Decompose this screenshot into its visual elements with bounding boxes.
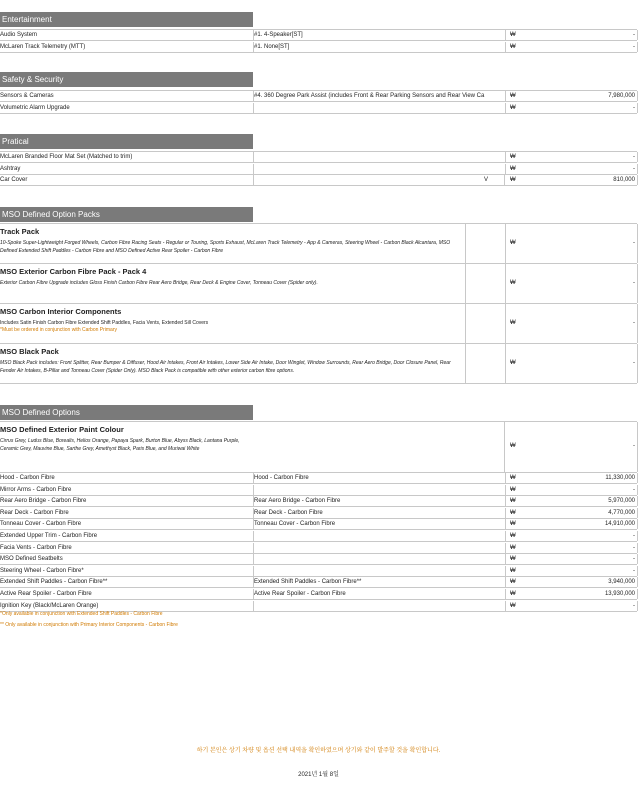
currency-symbol: ₩ — [510, 239, 516, 246]
price: - — [633, 239, 635, 246]
option-spec: V — [254, 175, 505, 185]
table-row — [0, 175, 637, 186]
option-name: Hood - Carbon Fibre — [0, 473, 254, 483]
table-row — [0, 577, 637, 588]
currency-symbol: ₩ — [510, 544, 516, 551]
option-pack — [0, 224, 637, 264]
currency-symbol: ₩ — [510, 93, 516, 99]
table-row — [0, 42, 637, 53]
option-name: Extended Upper Trim - Carbon Fibre — [0, 531, 254, 541]
option-name: Facia Vents - Carbon Fibre — [0, 543, 254, 553]
currency-symbol: ₩ — [510, 443, 516, 449]
pack-description: 10-Spoke Super-Lightweight Forged Wheels, Carbon Fibre Racing Seats - Regular or Touring, Sports Exhaust, McLaren Track Telemetry - App & Cameras, Steering Wheel - Carbon Black Alcantara, MSO Defined Extended Shift Paddles - Carbon Fibre and MSO Defined Active Rear Spoiler - Carbon Fibre — [0, 240, 451, 254]
table-row — [0, 496, 637, 507]
currency-symbol: ₩ — [510, 521, 516, 528]
currency-symbol: ₩ — [510, 32, 516, 38]
currency-symbol: ₩ — [510, 319, 516, 326]
section-header-safety: Safety & Security — [0, 72, 253, 87]
pack-title: MSO Exterior Carbon Fibre Pack - Pack 4 — [0, 267, 147, 276]
option-spec: Extended Shift Paddles - Carbon Fibre** — [254, 577, 506, 587]
table-row — [0, 91, 637, 102]
option-spec: Rear Deck - Carbon Fibre — [254, 508, 506, 518]
table-row — [0, 30, 637, 41]
paint-title: MSO Defined Exterior Paint Colour — [0, 425, 124, 434]
paint-colour-row — [0, 422, 637, 473]
price: 13,930,000 — [604, 591, 635, 597]
price: - — [633, 533, 635, 539]
pack-description: Includes Satin Finish Carbon Fibre Extended Shift Paddles, Facia Vents, Extended Sill Covers — [0, 320, 209, 326]
option-spec — [254, 152, 506, 162]
section-header-entertainment: Entertainment — [0, 12, 253, 27]
signature-date: 2021년 1월 8일 — [298, 772, 339, 778]
currency-symbol: ₩ — [510, 591, 516, 597]
option-name: Sensors & Cameras — [0, 91, 254, 101]
currency-symbol: ₩ — [510, 43, 516, 50]
pack-note: *Must be ordered in conjunction with Carbon Primary — [0, 327, 117, 333]
currency-symbol: ₩ — [510, 579, 516, 586]
currency-symbol: ₩ — [510, 509, 516, 516]
pack-title: Track Pack — [0, 227, 40, 236]
pack-description: Exterior Carbon Fibre Upgrade includes Gloss Finish Carbon Fibre Rear Aero Bridge, Rear Deck & Engine Cover, Tonneau Cover (Spider only). — [0, 280, 318, 286]
table-row — [0, 531, 637, 542]
option-name: Rear Deck - Carbon Fibre — [0, 508, 254, 518]
table-row — [0, 164, 637, 175]
option-spec: Hood - Carbon Fibre — [254, 473, 506, 483]
option-name: Audio System — [0, 30, 254, 40]
option-spec — [254, 554, 506, 564]
price: 3,940,000 — [608, 579, 635, 586]
footnote-2: ** Only available in conjunction with Primary Interior Components - Carbon Fibre — [0, 622, 178, 628]
currency-symbol: ₩ — [510, 533, 516, 539]
table-row — [0, 554, 637, 565]
option-name: Ashtray — [0, 164, 254, 174]
option-pack — [0, 264, 637, 304]
section-header-practical: Pratical — [0, 134, 253, 149]
price: - — [633, 443, 635, 449]
option-spec: #1. 4-Speaker[ST] — [254, 30, 506, 40]
table-row — [0, 543, 637, 554]
currency-symbol: ₩ — [510, 359, 516, 366]
price: - — [633, 544, 635, 551]
option-spec — [254, 566, 506, 576]
currency-symbol: ₩ — [510, 165, 516, 172]
pack-title: MSO Carbon Interior Components — [0, 307, 122, 316]
option-spec — [254, 485, 506, 495]
option-name: Car Cover — [0, 175, 254, 185]
option-spec: Rear Aero Bridge - Carbon Fibre — [254, 496, 506, 506]
option-pack — [0, 304, 637, 344]
price: - — [633, 279, 635, 286]
price: 7,980,000 — [608, 93, 635, 99]
confirmation-text: 하기 본인은 상기 차량 및 옵션 선택 내역을 확인하였으며 상기와 같이 발주할 것을 확인합니다. — [196, 748, 441, 754]
currency-symbol: ₩ — [510, 104, 516, 111]
currency-symbol: ₩ — [510, 602, 516, 609]
pack-description: MSO Black Pack includes: Front Splitter, Rear Bumper & Diffuser, Hood Air Intakes, Front Air Intakes, Lower Side Air Intake, Door Winglet, Window Surrounds, Rear Aero Bridge, Door Closure Panel, Rear Fender Air Intakes, B-Pillar and Tonneau Cover (Spider Only). MSO Black Pack is compatible with other exterior carbon fibre options. — [0, 360, 451, 374]
pack-title: MSO Black Pack — [0, 347, 59, 356]
option-spec — [254, 601, 506, 611]
table-row — [0, 508, 637, 519]
option-spec — [254, 103, 506, 113]
price: - — [633, 359, 635, 366]
price: 810,000 — [613, 177, 635, 184]
price: - — [633, 43, 635, 50]
option-name: Active Rear Spoiler - Carbon Fibre — [0, 589, 254, 599]
currency-symbol: ₩ — [510, 556, 516, 563]
option-spec: Active Rear Spoiler - Carbon Fibre — [254, 589, 506, 599]
price: - — [633, 567, 635, 574]
table-row — [0, 152, 637, 163]
price: - — [633, 165, 635, 172]
table-row — [0, 473, 637, 484]
price: - — [633, 319, 635, 326]
option-spec: Tonneau Cover - Carbon Fibre — [254, 519, 506, 529]
price: 14,910,000 — [604, 521, 635, 528]
option-pack — [0, 344, 637, 384]
currency-symbol: ₩ — [510, 498, 516, 505]
table-row — [0, 589, 637, 600]
currency-symbol: ₩ — [510, 154, 516, 160]
price: - — [633, 486, 635, 493]
price: - — [633, 32, 635, 38]
option-name: Volumetric Alarm Upgrade — [0, 103, 254, 113]
option-spec: #1. None[ST] — [254, 42, 506, 52]
price: - — [633, 602, 635, 609]
option-name: Rear Aero Bridge - Carbon Fibre — [0, 496, 254, 506]
paint-colours: Cirrus Grey, Ludus Blue, Borealis, Helios Orange, Papaya Spark, Burton Blue, Abyss Black, Lantana Purple, Ceramic Grey, Mauvine Blue, Sarthe Grey, Amethyst Black, Paris Blue, and Muriwai White — [0, 438, 240, 452]
price: 11,330,000 — [605, 475, 635, 481]
currency-symbol: ₩ — [510, 486, 516, 493]
currency-symbol: ₩ — [510, 567, 516, 574]
option-spec — [254, 531, 506, 541]
section-header-packs: MSO Defined Option Packs — [0, 207, 253, 222]
option-spec — [254, 543, 506, 553]
option-spec: #4. 360 Degree Park Assist (includes Front & Rear Parking Sensors and Rear View Ca — [254, 91, 506, 101]
table-row — [0, 566, 637, 577]
option-name: Extended Shift Paddles - Carbon Fibre** — [0, 577, 254, 587]
option-name: MSO Defined Seatbelts — [0, 554, 254, 564]
price: - — [633, 154, 635, 160]
option-name: McLaren Track Telemetry (MTT) — [0, 42, 254, 52]
table-row — [0, 103, 637, 114]
option-name: Ignition Key (Black/McLaren Orange) — [0, 601, 254, 611]
option-spec — [254, 164, 506, 174]
option-name: Mirror Arms - Carbon Fibre — [0, 485, 254, 495]
currency-symbol: ₩ — [510, 279, 516, 286]
currency-symbol: ₩ — [510, 475, 516, 481]
table-row — [0, 485, 637, 496]
price: - — [633, 556, 635, 563]
table-row — [0, 601, 637, 612]
option-name: Tonneau Cover - Carbon Fibre — [0, 519, 254, 529]
price: 4,770,000 — [608, 509, 635, 516]
section-header-options: MSO Defined Options — [0, 405, 253, 420]
footnote-1: *Only available in conjunction with Extended Shift Paddles - Carbon Fibre — [0, 611, 163, 617]
option-name: Steering Wheel - Carbon Fibre* — [0, 566, 254, 576]
currency-symbol: ₩ — [510, 177, 516, 184]
price: 5,970,000 — [608, 498, 635, 505]
option-name: McLaren Branded Floor Mat Set (Matched to trim) — [0, 152, 254, 162]
price: - — [633, 104, 635, 111]
table-row — [0, 519, 637, 530]
